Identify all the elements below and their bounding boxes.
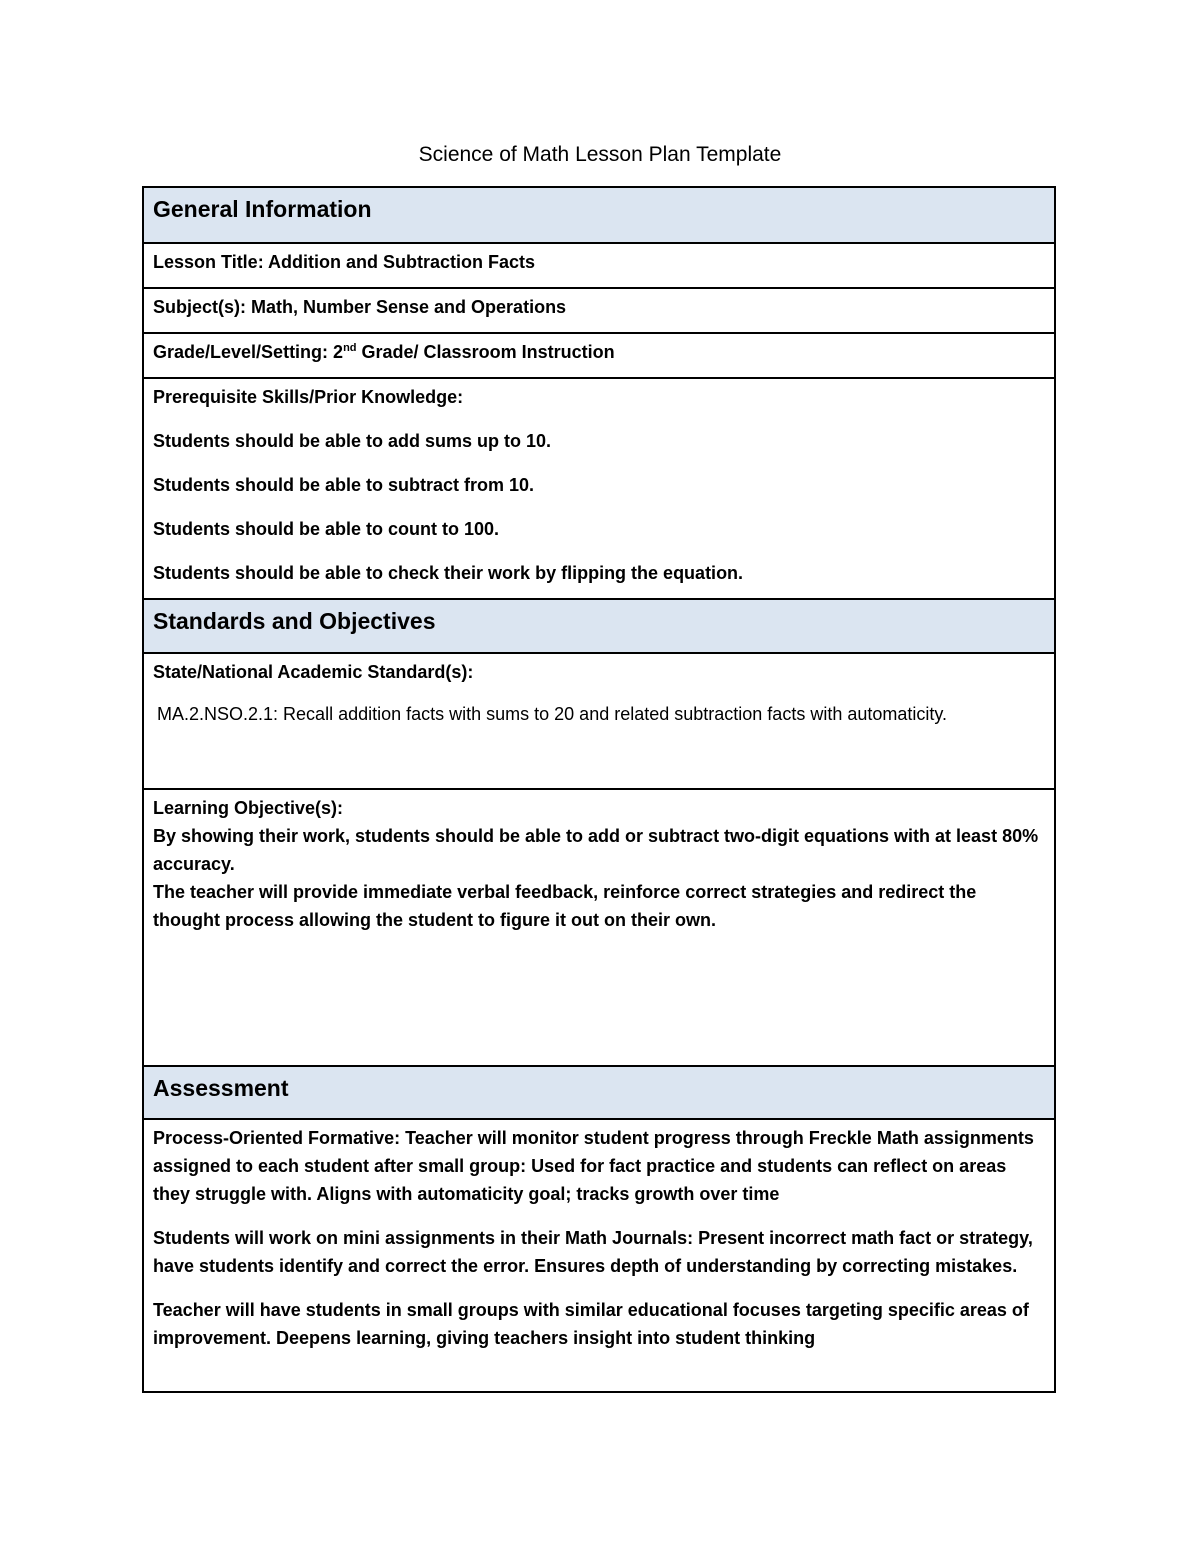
standards-text: MA.2.NSO.2.1: Recall addition facts with sums to 20 and related subtraction facts with automaticity.: [157, 704, 948, 724]
objective-line: The teacher will provide immediate verbal feedback, reinforce correct strategies and redirect the thought process allowing the student to figure it out on their own.: [153, 882, 977, 930]
document-title: Science of Math Lesson Plan Template: [418, 143, 782, 166]
general-information-header: General Information: [144, 188, 1054, 242]
subjects-row: [144, 287, 1054, 332]
prerequisite-item: Students should be able to add sums up to 10.: [153, 431, 552, 451]
assessment-details-row: [144, 1118, 1054, 1391]
standards-objectives-header: Standards and Objectives: [144, 598, 1054, 652]
lesson-plan-table: [142, 186, 1056, 1393]
assessment-header: Assessment: [144, 1065, 1054, 1118]
standards-label: State/National Academic Standard(s):: [153, 662, 474, 682]
academic-standards-row: [144, 652, 1054, 788]
grade-superscript: nd: [343, 342, 357, 354]
subjects-text: Subject(s): Math, Number Sense and Operations: [153, 297, 567, 317]
prerequisite-item: Students should be able to check their work by flipping the equation.: [153, 563, 744, 583]
lesson-title-text: Lesson Title: Addition and Subtraction Facts: [153, 252, 536, 272]
objective-line: By showing their work, students should be able to add or subtract two-digit equations with at least 80% accuracy.: [153, 826, 1039, 874]
objectives-label: Learning Objective(s):: [153, 798, 344, 818]
prerequisite-item: Students should be able to subtract from 10.: [153, 475, 535, 495]
prerequisite-skills-row: [144, 377, 1054, 598]
assessment-paragraph: Students will work on mini assignments in their Math Journals: Present incorrect math fact or strategy, have students identify and correct the error. Ensures depth of understanding by correcting mistakes.: [153, 1228, 1033, 1276]
grade-level-row: [144, 332, 1054, 377]
assessment-paragraph: Teacher will have students in small groups with similar educational focuses targeting specific areas of improvement. Deepens learning, giving teachers insight into student thinking: [153, 1300, 1029, 1348]
assessment-paragraph: Process-Oriented Formative: Teacher will monitor student progress through Freckle Math assignments assigned to each student after small group: Used for fact practice and students can reflect on areas they struggle with. Aligns with automaticity goal; tracks growth over time: [153, 1128, 1034, 1204]
lesson-title-row: [144, 242, 1054, 287]
grade-suffix: Grade/ Classroom Instruction: [356, 342, 615, 362]
learning-objectives-row: [144, 788, 1054, 1065]
prerequisite-item: Students should be able to count to 100.: [153, 519, 500, 539]
prerequisite-label: Prerequisite Skills/Prior Knowledge:: [153, 387, 464, 407]
grade-prefix: Grade/Level/Setting: 2: [153, 342, 344, 362]
